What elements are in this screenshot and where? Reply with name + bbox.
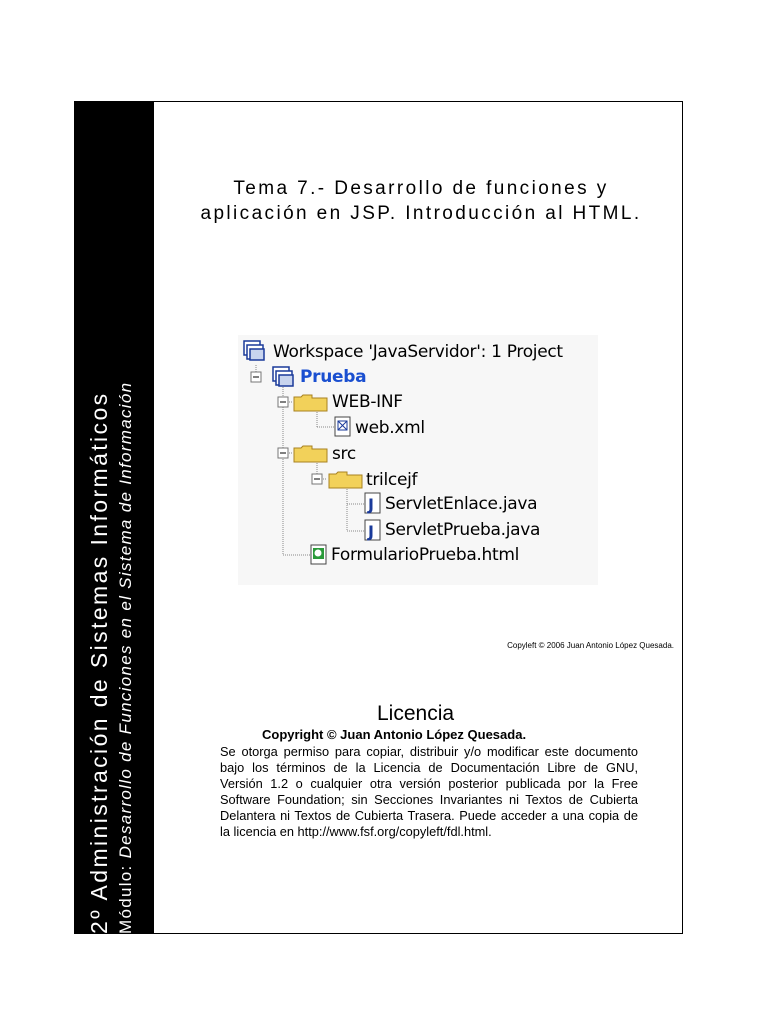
course-title: 2º Administración de Sistemas Informáticos [86, 391, 112, 934]
src-collapse-icon [278, 448, 288, 458]
tree-servlet2-label: ServletPrueba.java [385, 520, 541, 540]
tree-form-label: FormularioPrueba.html [331, 545, 520, 565]
module-name: Desarrollo de Funciones en el Sistema de Información [116, 381, 135, 859]
tree-src-label: src [332, 444, 356, 464]
tree-webxml-label: web.xml [355, 418, 425, 438]
project-tree [238, 335, 598, 585]
license-copyright: Copyright © Juan Antonio López Quesada. [262, 727, 527, 742]
java-file-icon-2 [365, 520, 380, 541]
copyleft-note: Copyleft © 2006 Juan Antonio López Quesada. [507, 641, 674, 650]
page-title [171, 176, 671, 226]
webxml-icon [335, 417, 350, 436]
title-line-1: Tema 7.- Desarrollo de funciones y [233, 178, 609, 199]
license-heading: Licencia [377, 702, 455, 725]
webinf-collapse-icon [278, 397, 288, 407]
src-folder-icon [294, 446, 327, 462]
workspace-icon [244, 341, 264, 360]
trilcejf-collapse-icon [312, 474, 322, 484]
trilcejf-folder-icon [329, 472, 362, 488]
title-line-2: aplicación en JSP. Introducción al HTML. [200, 203, 642, 224]
module-prefix: Módulo: [116, 858, 135, 934]
project-collapse-icon [251, 372, 261, 382]
tree-webinf-label: WEB-INF [332, 392, 403, 412]
svg-text:J: J [368, 495, 374, 514]
html-file-icon [311, 545, 326, 564]
project-icon [273, 367, 293, 386]
svg-text:J: J [368, 522, 374, 541]
java-file-icon-1 [365, 493, 380, 514]
tree-servlet1-label: ServletEnlace.java [385, 494, 538, 514]
webinf-folder-icon [294, 395, 327, 411]
tree-workspace-label: Workspace 'JavaServidor': 1 Project [273, 342, 563, 362]
tree-project-label: Prueba [300, 367, 367, 387]
module-title [116, 382, 136, 934]
license-body: Se otorga permiso para copiar, distribuir y/o modificar este documento bajo los términos de la Licencia de Documentación Libre de GNU, Versión 1.2 o cualquier otra versión posterior publicada por la Free Software Foundation; sin Secciones Invariantes ni Textos de Cubierta Delantera ni Textos de Cubierta Trasera. Puede acceder a una copia de la licencia en http://www.fsf.org/copyleft/fdl.html. [220, 744, 638, 839]
sidebar-band [75, 102, 154, 933]
tree-trilcejf-label: trilcejf [366, 470, 418, 490]
document-page [74, 101, 683, 934]
